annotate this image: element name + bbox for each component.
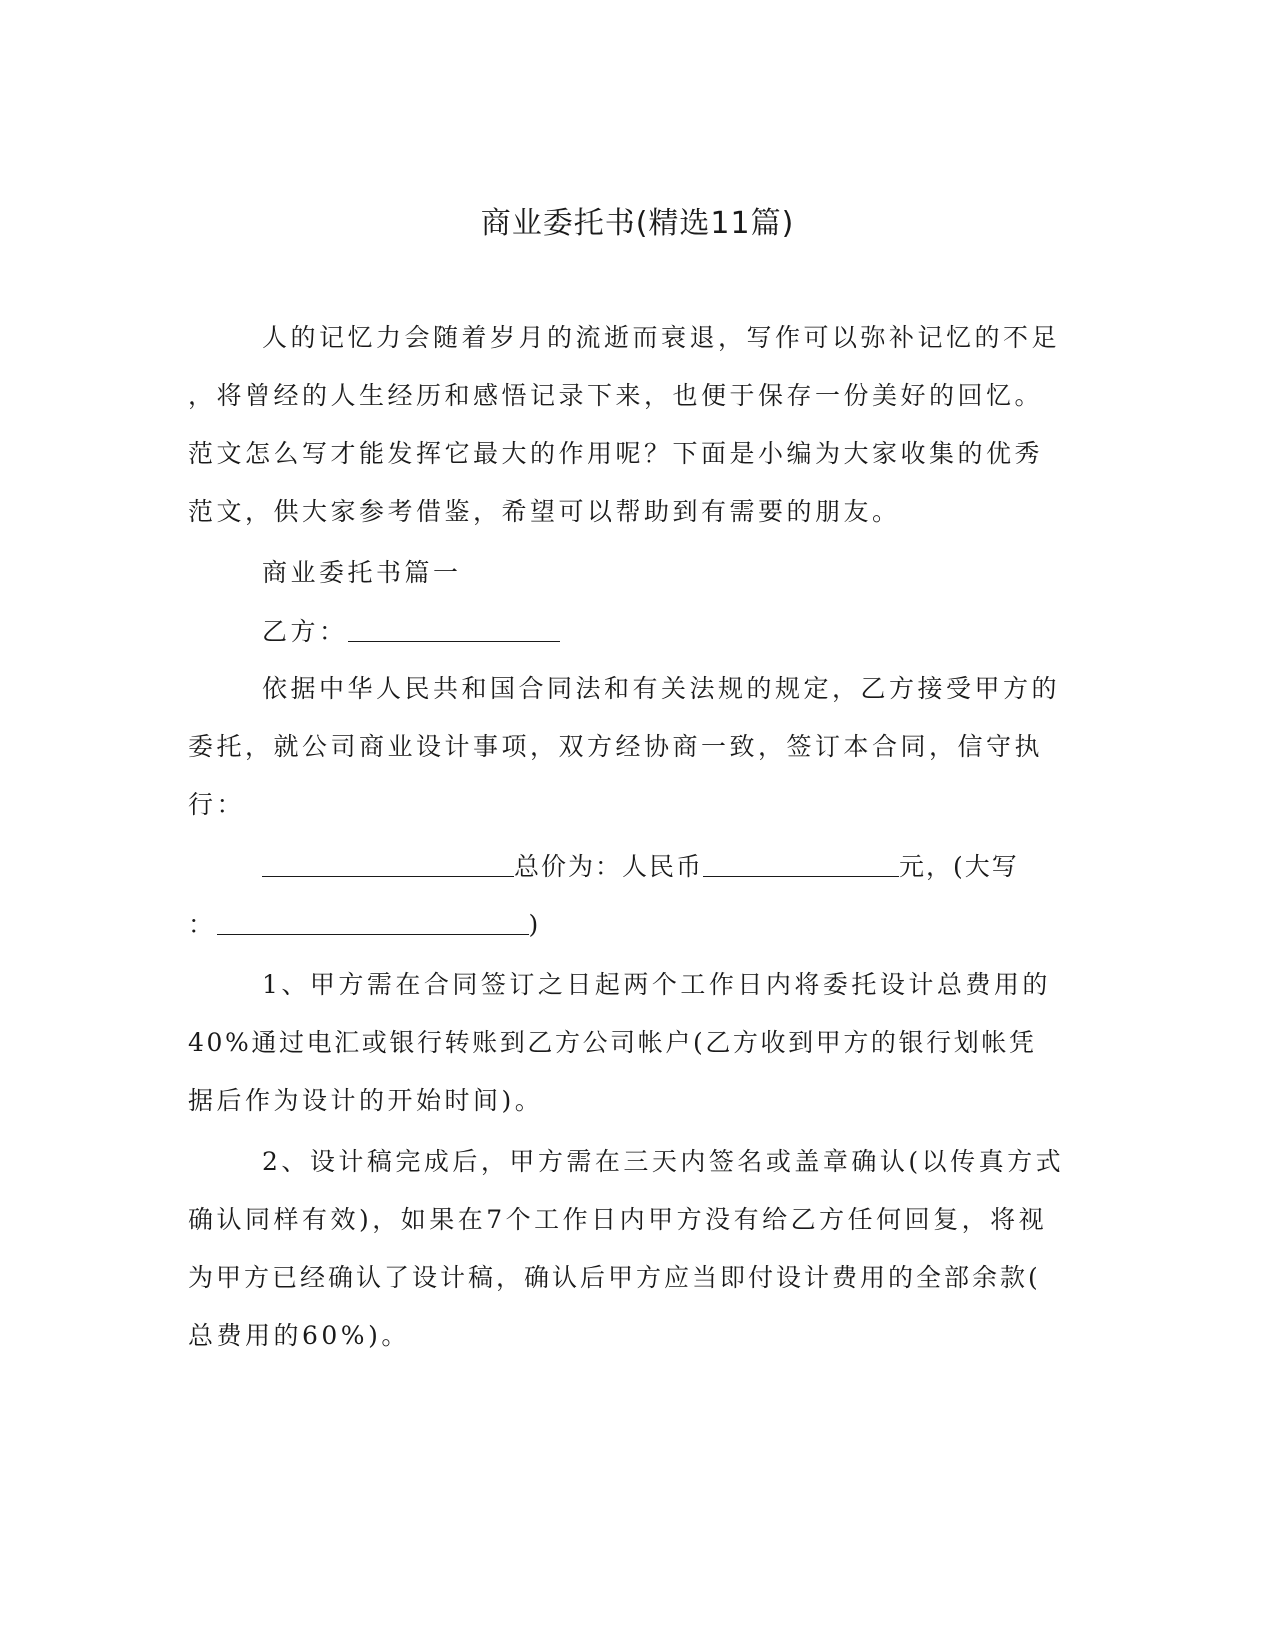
party-b-blank — [348, 611, 560, 642]
intro-line-3: 范文怎么写才能发挥它最大的作用呢？下面是小编为大家收集的优秀 — [188, 439, 1044, 468]
intro-line-4: 范文，供大家参考借鉴，希望可以帮助到有需要的朋友。 — [188, 497, 901, 526]
section-heading: 商业委托书篇一 — [262, 558, 462, 587]
basis-line-2: 委托，就公司商业设计事项，双方经协商一致，签订本合同，信守执 — [188, 732, 1044, 761]
basis-line-3: 行： — [188, 790, 246, 819]
intro-line-2: ，将曾经的人生经历和感悟记录下来，也便于保存一份美好的回忆。 — [188, 381, 1044, 410]
clause2-line-3: 为甲方已经确认了设计稿，确认后甲方应当即付设计费用的全部余款( — [188, 1263, 1041, 1292]
clause2-line-4: 总费用的60%)。 — [188, 1321, 410, 1350]
intro-line-1: 人的记忆力会随着岁月的流逝而衰退，写作可以弥补记忆的不足 — [262, 323, 1061, 352]
basis-line-1: 依据中华人民共和国合同法和有关法规的规定，乙方接受甲方的 — [262, 674, 1061, 703]
clause1-line-1: 1、甲方需在合同签订之日起两个工作日内将委托设计总费用的 — [262, 970, 1051, 999]
item-blank — [262, 846, 514, 877]
party-b-label: 乙方： — [262, 617, 348, 646]
price-line-uppercase — [188, 904, 1088, 945]
price-line — [262, 846, 1162, 887]
clause1-line-2: 40%通过电汇或银行转账到乙方公司帐户(乙方收到甲方的银行划帐凭 — [188, 1028, 1037, 1057]
clause2-line-2: 确认同样有效)，如果在7个工作日内甲方没有给乙方任何回复，将视 — [188, 1205, 1048, 1234]
total-price-label: 总价为：人民币 — [514, 852, 704, 881]
document-title: 商业委托书(精选11篇) — [480, 206, 795, 241]
clause2-line-1: 2、设计稿完成后，甲方需在三天内签名或盖章确认(以传真方式 — [262, 1147, 1065, 1176]
close-paren: ) — [528, 910, 542, 939]
amount-blank — [703, 846, 899, 877]
party-b-line — [262, 611, 1162, 652]
yuan-label: 元，(大写 — [899, 852, 1019, 881]
clause1-line-3: 据后作为设计的开始时间)。 — [188, 1086, 544, 1115]
uppercase-amount-blank — [217, 904, 529, 935]
colon-label: ： — [188, 910, 217, 939]
